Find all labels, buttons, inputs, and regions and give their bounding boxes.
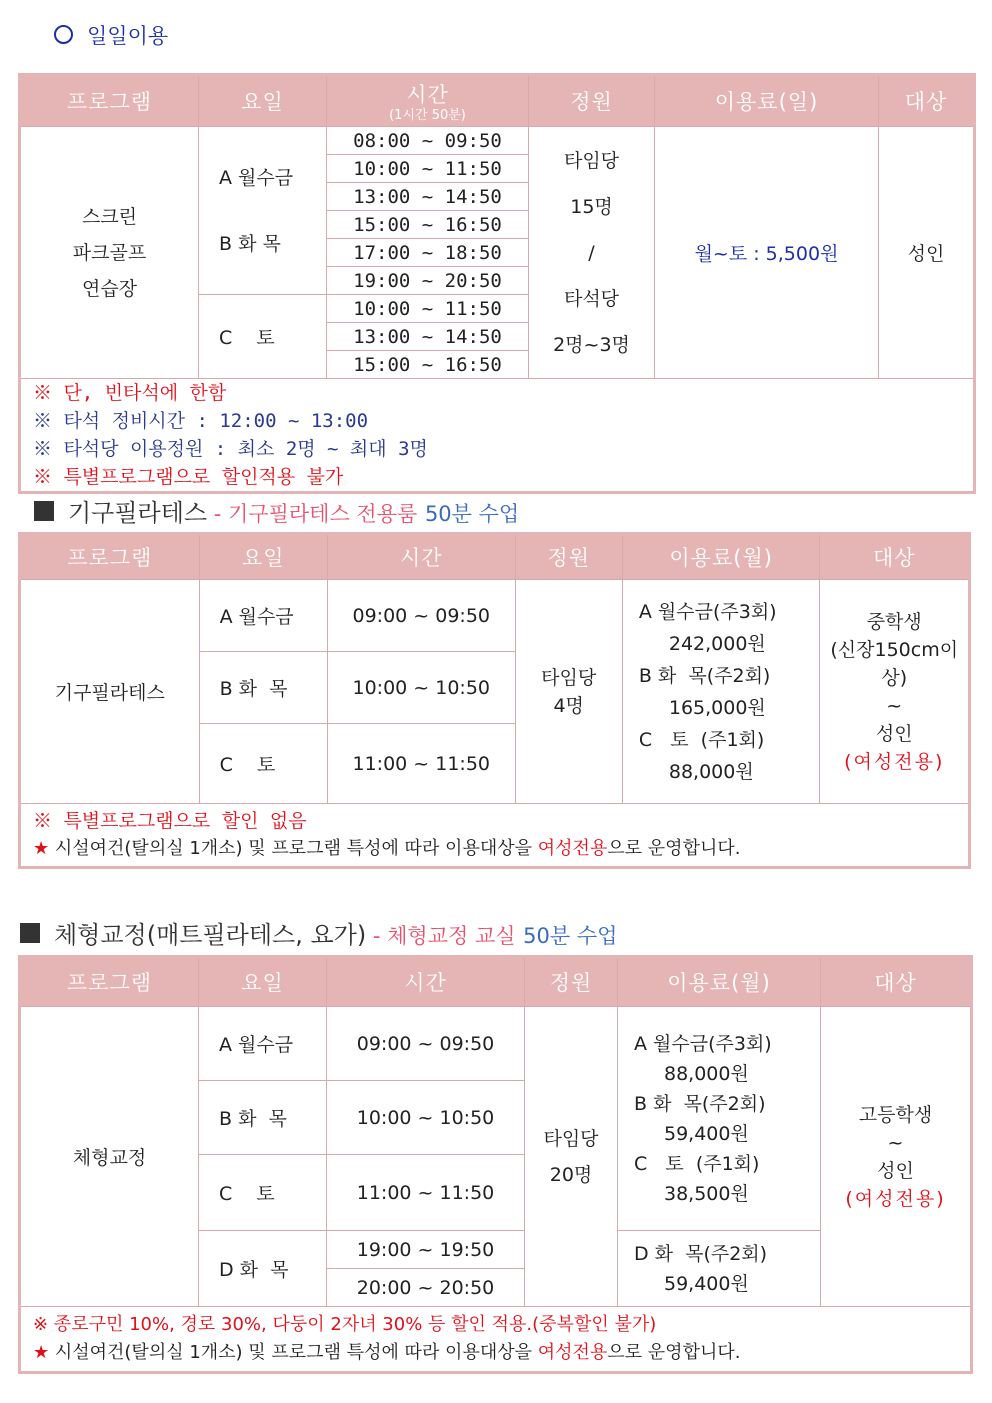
note-line: ※ 타석 정비시간 : 12:00 ~ 13:00 xyxy=(33,410,369,432)
header-program: 프로그램 xyxy=(20,534,200,580)
women-only-label: (여성전용) xyxy=(844,750,945,773)
note-line: ★ 시설여건(탈의실 1개소) 및 프로그램 특성에 따라 이용대상을 여성전용으로 운영합니다. xyxy=(33,838,741,859)
star-icon: ★ xyxy=(33,1342,50,1363)
fee-cell: A 월수금(주3회) 242,000원 B 화 목(주2회) 165,000원 C 토 (주1회) 88,000원 xyxy=(622,580,820,804)
circle-bullet-icon xyxy=(54,25,73,44)
target-cell: 중학생 (신장150cm이 상) ~ 성인 (여성전용) xyxy=(820,580,970,804)
notes-cell xyxy=(20,1307,972,1373)
program-cell: 스크린 파크골프 연습장 xyxy=(20,127,199,379)
note-line: ※ 타석당 이용정원 : 최소 2명 ~ 최대 3명 xyxy=(33,438,428,460)
time-slot: 10:00 ~ 10:50 xyxy=(327,652,515,724)
section2-duration: 50분 수업 xyxy=(424,502,520,526)
time-slot: 20:00 ~ 20:50 xyxy=(327,1269,525,1307)
capacity-cell: 타임당 15명 / 타석당 2명~3명 xyxy=(529,127,655,379)
time-slot: 08:00 ~ 09:50 xyxy=(327,127,529,155)
body-correction-table xyxy=(18,955,973,1374)
note-line: ※ 종로구민 10%, 경로 30%, 다둥이 2자녀 30% 등 할인 적용.(중복할인 불가) xyxy=(33,1314,657,1335)
day-ab-cell: A 월수금 B 화 목 xyxy=(199,127,327,295)
notes-cell xyxy=(20,804,970,868)
header-capacity: 정원 xyxy=(525,957,618,1007)
time-slot: 13:00 ~ 14:50 xyxy=(327,183,529,211)
daily-use-table xyxy=(18,73,976,494)
day-cell: B 화 목 xyxy=(199,652,327,724)
header-target: 대상 xyxy=(820,534,970,580)
time-slot: 17:00 ~ 18:50 xyxy=(327,239,529,267)
header-time: 시간 xyxy=(327,534,515,580)
header-program: 프로그램 xyxy=(20,957,199,1007)
section3-subtitle: - 체형교정 교실 xyxy=(366,924,516,948)
notes-cell xyxy=(20,379,975,493)
header-day: 요일 xyxy=(199,534,327,580)
time-slot: 13:00 ~ 14:50 xyxy=(327,323,529,351)
day-cell: B 화 목 xyxy=(199,1081,327,1155)
day-cell: C 토 xyxy=(199,1155,327,1231)
day-cell: D 화 목 xyxy=(199,1231,327,1307)
time-slot: 09:00 ~ 09:50 xyxy=(327,580,515,652)
square-bullet-icon xyxy=(20,923,40,943)
time-slot: 11:00 ~ 11:50 xyxy=(327,724,515,804)
section3-duration: 50분 수업 xyxy=(523,924,618,948)
time-slot: 19:00 ~ 19:50 xyxy=(327,1231,525,1269)
time-slot: 15:00 ~ 16:50 xyxy=(327,211,529,239)
section2-title: 기구필라테스 xyxy=(68,499,208,527)
capacity-cell: 타임당 20명 xyxy=(525,1007,618,1307)
section2-subtitle: - 기구필라테스 전용룸 xyxy=(207,502,418,526)
section1-heading xyxy=(54,20,168,50)
header-time: 시간 xyxy=(327,957,525,1007)
day-cell: A 월수금 xyxy=(199,580,327,652)
section2-heading xyxy=(34,493,519,528)
header-day: 요일 xyxy=(199,75,327,127)
header-program: 프로그램 xyxy=(20,75,199,127)
header-target: 대상 xyxy=(821,957,972,1007)
header-target: 대상 xyxy=(879,75,975,127)
fee-cell: A 월수금(주3회) 88,000원 B 화 목(주2회) 59,400원 C 토 (주1회) 38,500원 xyxy=(618,1007,821,1231)
note-line: ★ 시설여건(탈의실 1개소) 및 프로그램 특성에 따라 이용대상을 여성전용으로 운영합니다. xyxy=(33,1342,741,1363)
women-only-label: (여성전용) xyxy=(845,1187,946,1210)
day-cell: A 월수금 xyxy=(199,1007,327,1081)
time-slot: 10:00 ~ 10:50 xyxy=(327,1081,525,1155)
target-cell: 성인 xyxy=(879,127,975,379)
header-fee: 이용료(월) xyxy=(622,534,820,580)
day-c-cell: C 토 xyxy=(199,295,327,379)
time-slot: 15:00 ~ 16:50 xyxy=(327,351,529,379)
header-capacity: 정원 xyxy=(515,534,622,580)
header-fee: 이용료(월) xyxy=(618,957,821,1007)
note-line: ※ 단, 빈타석에 한함 xyxy=(33,382,227,404)
fee-cell: 월~토 : 5,500원 xyxy=(655,127,879,379)
time-slot: 09:00 ~ 09:50 xyxy=(327,1007,525,1081)
header-time: 시간 (1시간 50분) xyxy=(327,75,529,127)
program-cell: 기구필라테스 xyxy=(20,580,200,804)
program-cell: 체형교정 xyxy=(20,1007,199,1307)
equipment-pilates-table xyxy=(18,532,971,869)
note-line: ※ 특별프로그램으로 할인적용 불가 xyxy=(33,466,344,488)
capacity-cell: 타임당 4명 xyxy=(515,580,622,804)
header-capacity: 정원 xyxy=(529,75,655,127)
fee-d-cell: D 화 목(주2회) 59,400원 xyxy=(618,1231,821,1307)
square-bullet-icon xyxy=(34,501,54,521)
note-line: ※ 특별프로그램으로 할인 없음 xyxy=(33,810,307,832)
header-day: 요일 xyxy=(199,957,327,1007)
time-slot: 10:00 ~ 11:50 xyxy=(327,155,529,183)
star-icon: ★ xyxy=(33,838,50,859)
section3-heading xyxy=(20,915,617,950)
day-cell: C 토 xyxy=(199,724,327,804)
time-slot: 11:00 ~ 11:50 xyxy=(327,1155,525,1231)
header-fee: 이용료(일) xyxy=(655,75,879,127)
time-slot: 19:00 ~ 20:50 xyxy=(327,267,529,295)
time-slot: 10:00 ~ 11:50 xyxy=(327,295,529,323)
section3-title: 체형교정(매트필라테스, 요가) xyxy=(54,921,367,949)
section1-title: 일일이용 xyxy=(87,24,169,48)
target-cell: 고등학생 ~ 성인 (여성전용) xyxy=(821,1007,972,1307)
